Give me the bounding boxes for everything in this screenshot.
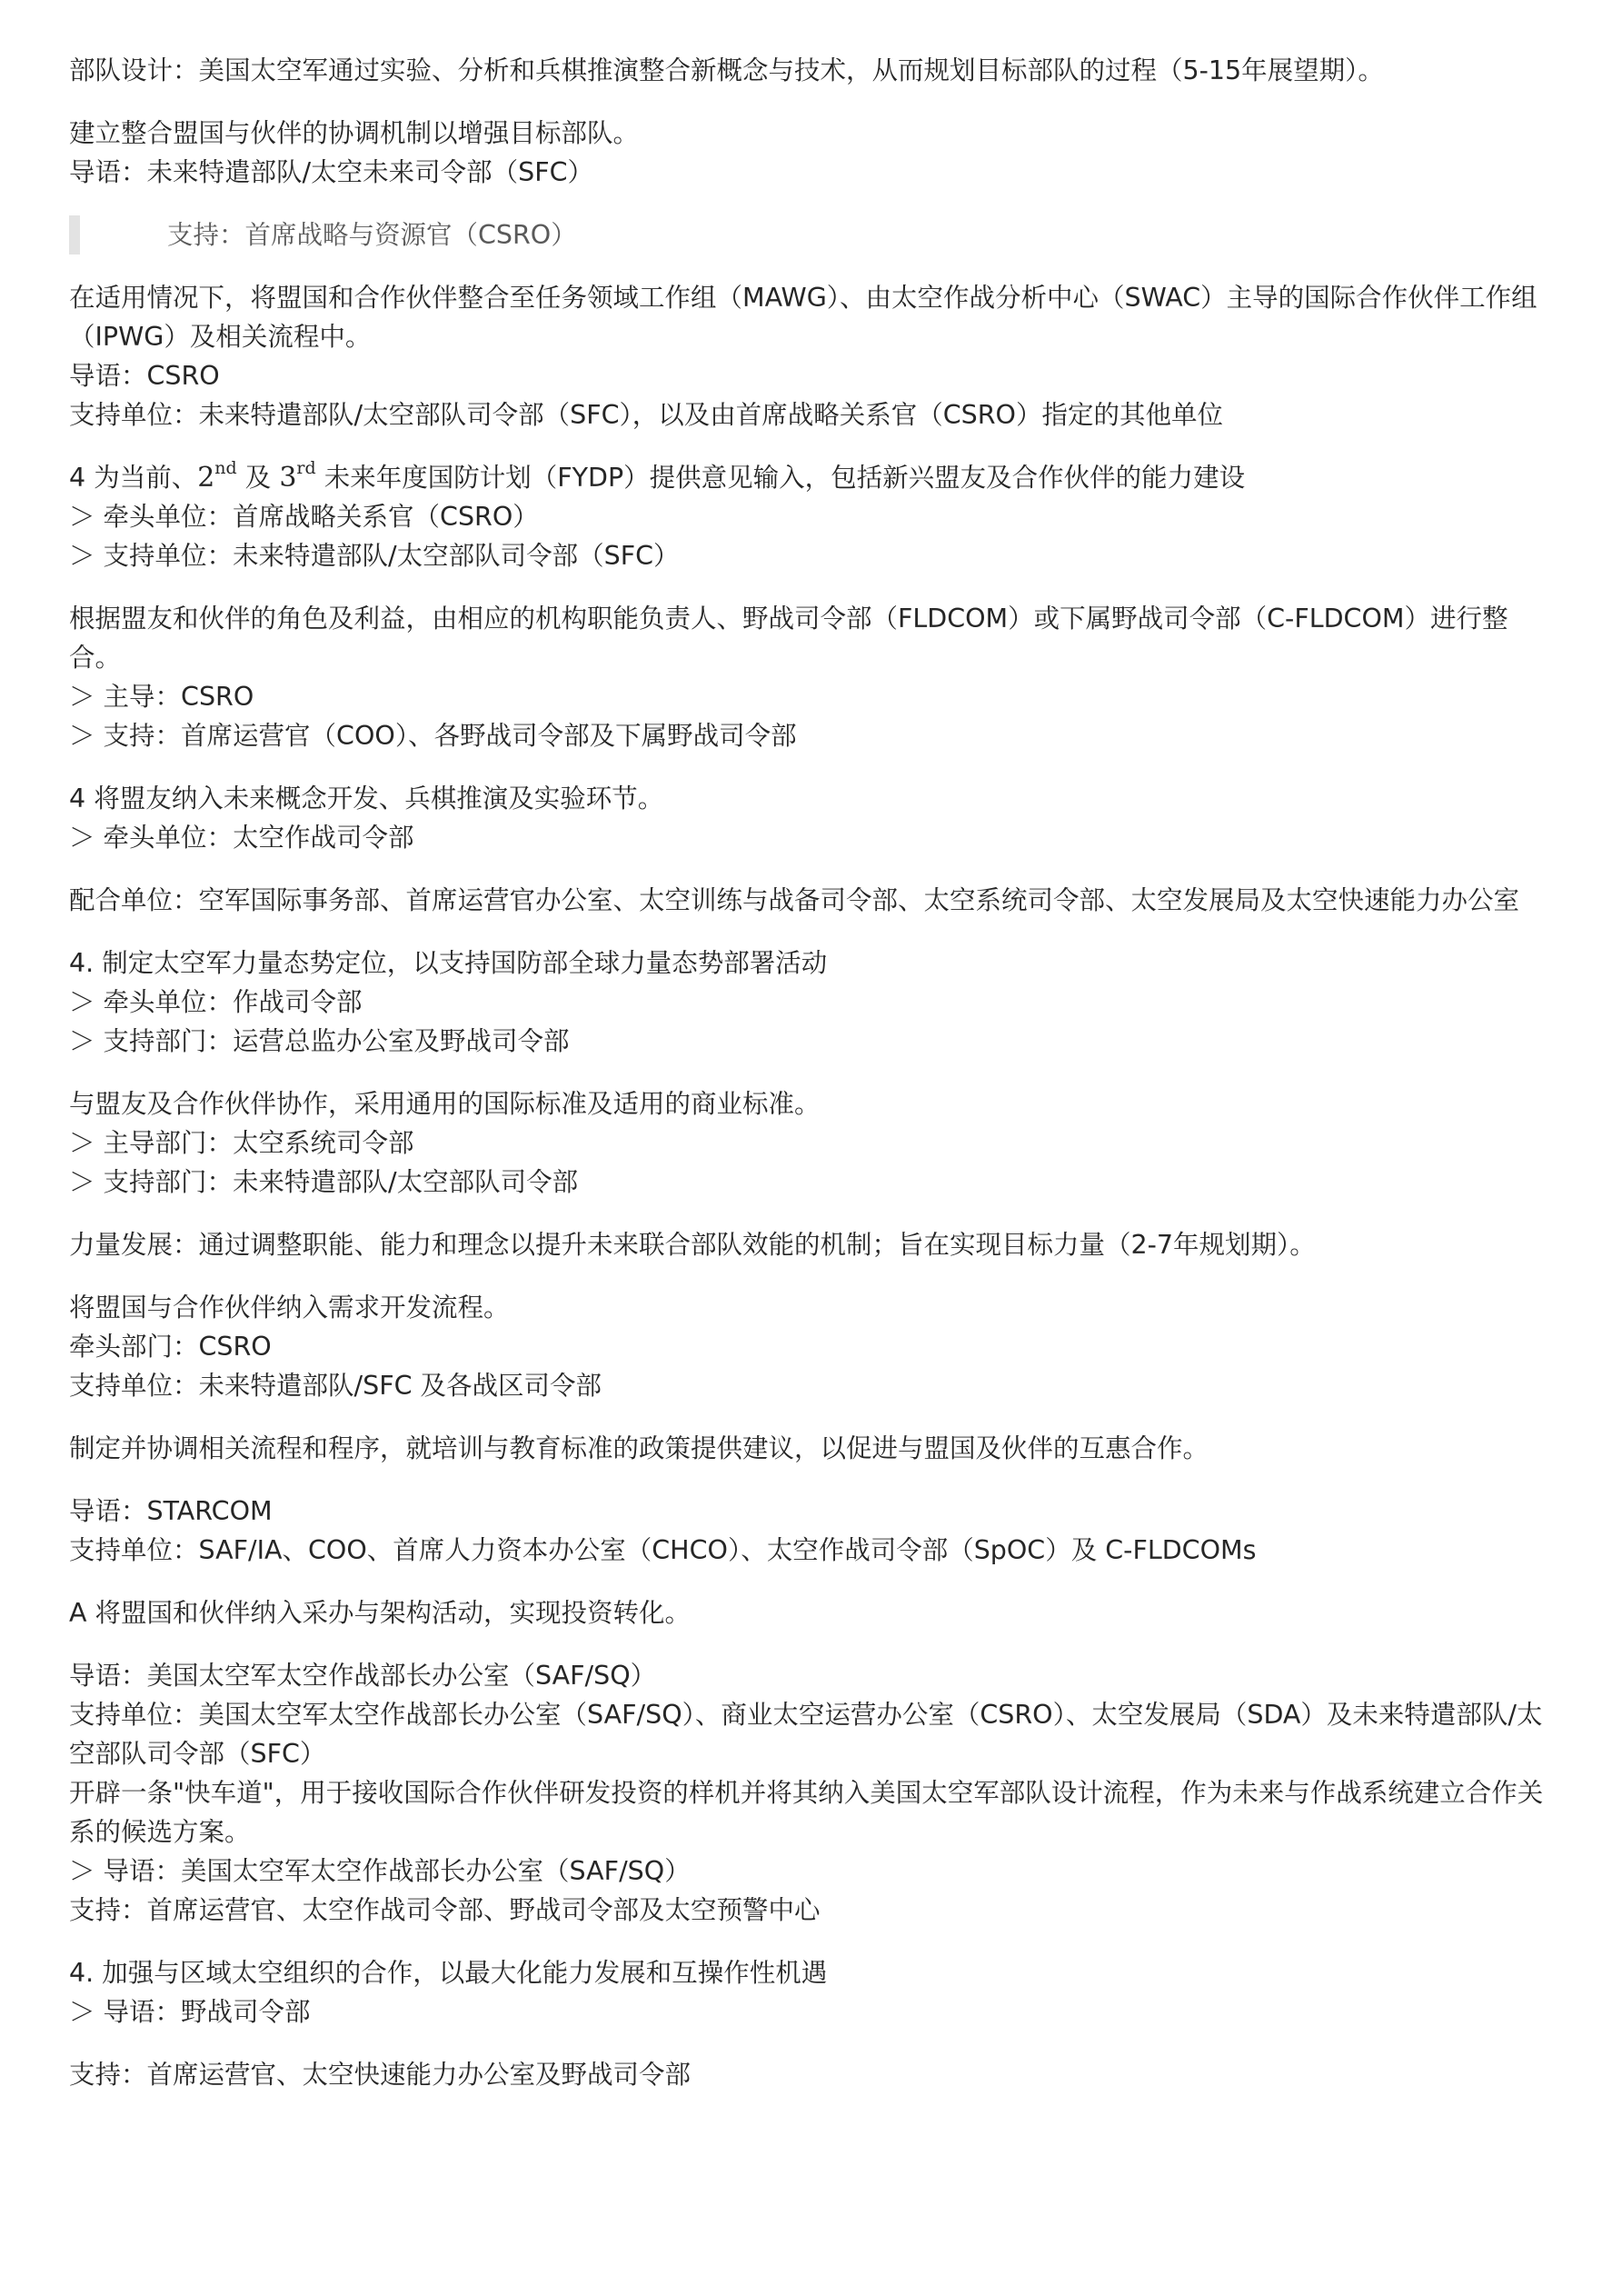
text-line: ＞ 支持：首席运营官（COO）、各野战司令部及下属野战司令部 [69,721,797,751]
text-line: 支持单位：未来特遣部队/太空部队司令部（SFC），以及由首席战略关系官（CSRO）指定的其他单位 [69,400,1223,430]
text-line: 制定并协调相关流程和程序，就培训与教育标准的政策提供建议，以促进与盟国及伙伴的互惠合作。 [69,1433,1209,1463]
ordinal-suffix: nd [214,458,237,478]
text-line: 根据盟友和伙伴的角色及利益，由相应的机构职能负责人、野战司令部（FLDCOM）或下属野战司令部（C-FLDCOM）进行整合。 [69,604,1508,673]
text-segment: 4 为当前、 [69,463,198,493]
text-line: 开辟一条"快车道"，用于接收国际合作伙伴研发投资的样机并将其纳入美国太空军部队设计流程，作为未来与作战系统建立合作关系的候选方案。 [69,1778,1544,1847]
text-line: ＞ 支持单位：未来特遣部队/太空部队司令部（SFC） [69,541,680,571]
text-segment: 未来年度国防计划（FYDP）提供意见输入，包括新兴盟友及合作伙伴的能力建设 [315,463,1246,493]
paragraph-mawg [69,278,1559,434]
paragraph-requirements [69,1288,1559,1405]
text-line: 导语：STARCOM [69,1496,273,1526]
paragraph-cooperating-units [69,881,1559,920]
text-line: 支持：首席运营官、太空作战司令部、野战司令部及太空预警中心 [69,1895,821,1925]
text-line: 支持：首席运营官、太空快速能力办公室及野战司令部 [69,2060,692,2090]
text-line: 力量发展：通过调整职能、能力和理念以提升未来联合部队效能的机制；旨在实现目标力量（2-7年规划期）。 [69,1230,1316,1260]
paragraph-fldcom [69,599,1559,755]
text-line: ＞ 牵头单位：作战司令部 [69,987,363,1017]
text-line: 建立整合盟国与伙伴的协调机制以增强目标部队。 [69,118,640,148]
text-line: 牵头部门：CSRO [69,1332,272,1362]
text-line: ＞ 导语：野战司令部 [69,1997,311,2027]
ordinal-2nd [197,458,237,494]
paragraph-coordination [69,114,1559,192]
paragraph-wargaming [69,779,1559,857]
text-line: ＞ 牵头单位：太空作战司令部 [69,823,414,853]
paragraph-force-development [69,1225,1559,1264]
text-line: 导语：未来特遣部队/太空未来司令部（SFC） [69,157,593,187]
text-line [69,458,1559,497]
text-line: 在适用情况下，将盟国和合作伙伴整合至任务领域工作组（MAWG）、由太空作战分析中心（SWAC）主导的国际合作伙伴工作组（IPWG）及相关流程中。 [69,283,1537,352]
paragraph-fydp [69,458,1559,575]
text-line: 支持单位：SAF/IA、COO、首席人力资本办公室（CHCO）、太空作战司令部（SpOC）及 C-FLDCOMs [69,1535,1257,1565]
paragraph-starcom [69,1492,1559,1570]
ordinal-3rd [279,458,316,494]
text-line: 导语：美国太空军太空作战部长办公室（SAF/SQ） [69,1661,657,1691]
ordinal-number: 2 [197,462,215,494]
paragraph-force-posture [69,943,1559,1061]
paragraph-acquisition [69,1593,1559,1632]
text-line: ＞ 主导：CSRO [69,682,254,712]
paragraph-force-design [69,51,1559,90]
text-line: ＞ 导语：美国太空军太空作战部长办公室（SAF/SQ） [69,1856,691,1886]
paragraph-standards [69,1084,1559,1202]
text-line: 支持单位：美国太空军太空作战部长办公室（SAF/SQ）、商业太空运营办公室（CSRO）、太空发展局（SDA）及未来特遣部队/太空部队司令部（SFC） [69,1700,1543,1769]
text-line: 支持单位：未来特遣部队/SFC 及各战区司令部 [69,1371,602,1401]
paragraph-saf-sq [69,1656,1559,1930]
text-line: ＞ 支持部门：未来特遣部队/太空部队司令部 [69,1167,579,1197]
ordinal-suffix: rd [296,458,316,478]
text-line: 配合单位：空军国际事务部、首席运营官办公室、太空训练与战备司令部、太空系统司令部、太空发展局及太空快速能力办公室 [69,885,1520,915]
blockquote-support [69,215,1559,255]
text-line: A 将盟国和伙伴纳入采办与架构活动，实现投资转化。 [69,1598,692,1628]
text-line: 与盟友及合作伙伴协作，采用通用的国际标准及适用的商业标准。 [69,1089,821,1119]
text-line: ＞ 牵头单位：首席战略关系官（CSRO） [69,502,539,532]
text-line: 将盟国与合作伙伴纳入需求开发流程。 [69,1293,510,1323]
text-line: 4 将盟友纳入未来概念开发、兵棋推演及实验环节。 [69,784,664,814]
text-line: 导语：CSRO [69,361,220,391]
paragraph-training [69,1429,1559,1468]
text-line: 部队设计：美国太空军通过实验、分析和兵棋推演整合新概念与技术，从而规划目标部队的过程（5-15年展望期）。 [69,55,1384,85]
text-line: ＞ 支持部门：运营总监办公室及野战司令部 [69,1026,570,1056]
text-segment: 及 [236,463,280,493]
text-line: 4. 加强与区域太空组织的合作，以最大化能力发展和互操作性机遇 [69,1958,828,1988]
document-page [69,51,1559,2118]
quote-text: 支持：首席战略与资源官（CSRO） [167,220,577,250]
text-line: ＞ 主导部门：太空系统司令部 [69,1128,414,1158]
paragraph-final-support [69,2055,1559,2094]
ordinal-number: 3 [279,462,297,494]
text-line: 4. 制定太空军力量态势定位，以支持国防部全球力量态势部署活动 [69,948,828,978]
paragraph-regional [69,1953,1559,2031]
